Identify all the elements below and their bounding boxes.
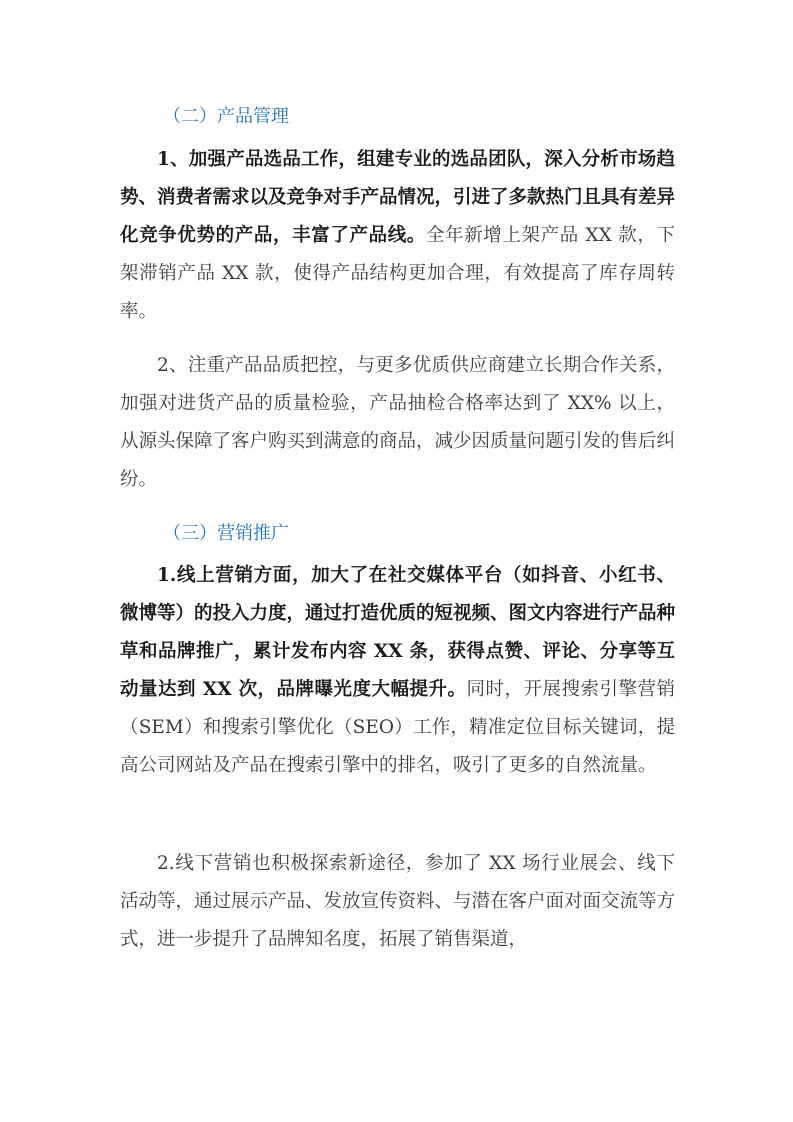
paragraph-online-marketing bbox=[120, 557, 675, 785]
paragraph-offline-marketing: 2.线下营销也积极探索新途径，参加了 XX 场行业展会、线下活动等，通过展示产品、发放宣传资料、与潜在客户面对面交流等方式，进一步提升了品牌知名度，拓展了销售渠道， bbox=[120, 853, 676, 950]
paragraph-product-selection-bold-text: 1、加强产品选品工作，组建专业的选品团队，深入分析市场趋势、消费者需求以及竞争对手产品情况，引进了多款热门且具有差异化竞争优势的产品，丰富了产品线。 bbox=[120, 149, 676, 246]
section-heading-marketing-promotion: （三）营销推广 bbox=[163, 523, 289, 544]
section-heading-product-management: （二）产品管理 bbox=[163, 106, 289, 127]
paragraph-product-selection bbox=[120, 141, 675, 331]
paragraph-quality-control: 2、注重产品品质把控，与更多优质供应商建立长期合作关系，加强对进货产品的质量检验，产品抽检合格率达到了 XX% 以上，从源头保障了客户购买到满意的商品，减少因质量问题引发的售后纠纷。 bbox=[120, 355, 676, 490]
paragraph-online-marketing-normal-text: 同时，开展搜索引擎营销（SEM）和搜索引擎优化（SEO）工作，精准定位目标关键词，提高公司网站及产品在搜索引擎中的排名，吸引了更多的自然流量。 bbox=[120, 679, 675, 776]
paragraph-product-selection-normal-text: 全年新增上架产品 XX 款，下架滞销产品 XX 款，使得产品结构更加合理，有效提高了库存周转率。 bbox=[120, 225, 675, 322]
paragraph-online-marketing-bold-text: 1.线上营销方面，加大了在社交媒体平台（如抖音、小红书、微博等）的投入力度，通过打造优质的短视频、图文内容进行产品种草和品牌推广，累计发布内容 XX 条，获得点赞、评论、分享等互动量达到 XX 次，品牌曝光度大幅提升。 bbox=[120, 565, 676, 700]
